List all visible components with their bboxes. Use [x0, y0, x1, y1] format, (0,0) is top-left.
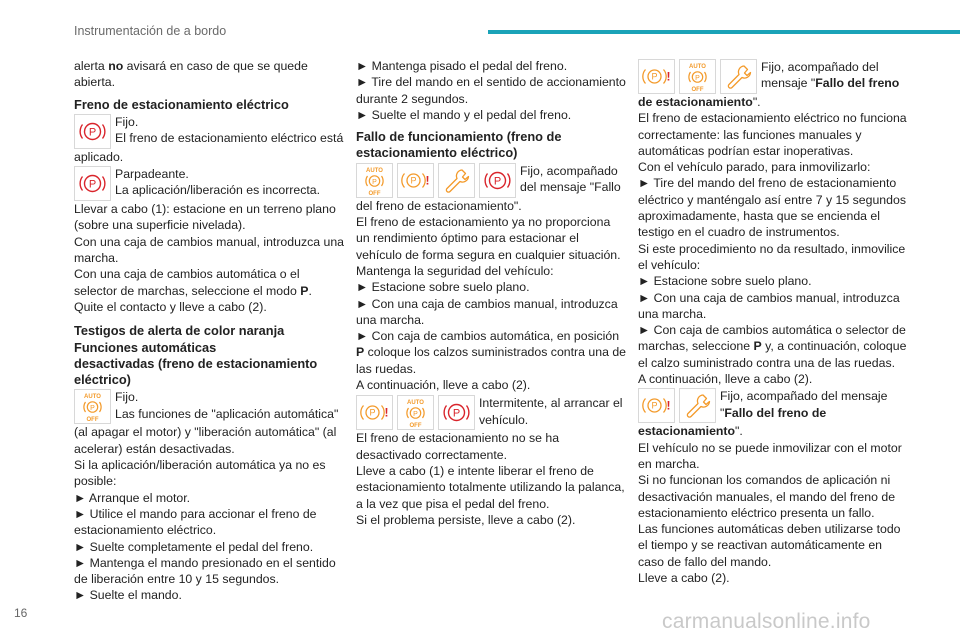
step-item: ► Suelte el mando. — [74, 588, 182, 603]
parking-brake-red-icon — [74, 166, 111, 201]
warning-item-fixed: Fijo. El freno de estacionamiento eléctrico está — [74, 114, 344, 149]
text-paragraph: Mantenga la seguridad del vehículo: — [356, 263, 554, 278]
step-item: ► Suelte completamente el pedal del freno. — [74, 539, 314, 554]
step-item: ► Mantenga pisado el pedal del freno. — [356, 59, 568, 73]
warning-item-fault-1: Fijo, acompañado del mensaje "Fallo del freno — [638, 59, 908, 94]
text-paragraph: El freno de estacionamiento eléctrico no funciona correctamente: las funciones manuales y automáticas podrían estar inoperativas. — [638, 111, 907, 158]
text-paragraph: El vehículo no se puede inmovilizar con el motor en marcha. — [638, 440, 902, 471]
text-paragraph: Si no funcionan los comandos de aplicación ni desactivación manuales, el mando del freno de estacionamiento eléctrico presenta un fallo. — [638, 473, 896, 520]
section-heading-electric-brake: Freno de estacionamiento eléctrico — [74, 96, 289, 112]
column-3 — [638, 58, 908, 586]
auto-off-icon — [679, 59, 716, 94]
watermark: carmanualsonline.info — [662, 610, 871, 633]
step-item: ► Tire del mando del freno de estacionamiento eléctrico y manténgalo así entre 7 y 15 segundos aproximadamente, hasta que se encienda el testigo en el cuadro de instrumentos. — [638, 176, 906, 240]
intro-paragraph: alerta no avisará en caso de que se quede abierta. — [74, 59, 308, 90]
parking-brake-red-icon — [438, 395, 475, 430]
warning-item-malfunction: Fijo, acompañado del mensaje "Fallo — [356, 163, 626, 198]
brake-warning-icon — [397, 163, 434, 198]
text-paragraph: Con el vehículo parado, para inmovilizarlo: — [638, 160, 871, 175]
warning-item-blinking: Parpadeante. La aplicación/liberación es incorrecta. — [74, 166, 344, 201]
step-item: ► Mantenga el mando presionado en el sentido de liberación entre 10 y 15 segundos. — [74, 555, 336, 587]
text-paragraph: A continuación, lleve a cabo (2). — [638, 372, 813, 387]
brake-warning-icon — [356, 395, 393, 430]
section-heading-orange-warnings: Testigos de alerta de color naranja — [74, 323, 285, 339]
step-item: ► Con una caja de cambios manual, introduzca una marcha. — [638, 290, 900, 321]
warning-item-intermittent: Intermitente, al arrancar el vehículo. — [356, 395, 626, 430]
column-2 — [356, 58, 626, 528]
warning-item-fault-2: Fijo, acompañado del mensaje "Fallo del freno de — [638, 388, 908, 423]
step-item: ► Suelte el mando y el pedal del freno. — [356, 107, 572, 122]
text-paragraph: Lleve a cabo (2). — [638, 571, 730, 586]
text-paragraph: Lleve a cabo (1) e intente liberar el freno de estacionamiento totalmente utilizando la palanca, a la vez que pisa el pedal del freno. — [356, 463, 625, 511]
text-line: estacionamiento". — [638, 424, 743, 439]
text-paragraph: Quite el contacto y lleve a cabo (2). — [74, 299, 267, 314]
text-line: de estacionamiento". — [638, 95, 761, 109]
step-item: ► Con una caja de cambios manual, introduzca una marcha. — [356, 296, 618, 327]
warning-item-auto-off: Fijo. Las funciones de "aplicación automática" — [74, 389, 344, 424]
text-paragraph: El freno de estacionamiento ya no proporciona un rendimiento óptimo para estacionar el vehículo de forma segura en cualquier situación. — [356, 215, 621, 262]
text-paragraph: El freno de estacionamiento no se ha desactivado correctamente. — [356, 431, 560, 462]
step-item: ► Estacione sobre suelo plano. — [356, 280, 530, 295]
step-item: ► Utilice el mando para accionar el freno de estacionamiento eléctrico. — [74, 506, 317, 538]
auto-off-icon — [74, 389, 111, 424]
step-item: ► Con caja de cambios automática, en posición P coloque los calzos suministrados contra una de las ruedas. — [356, 329, 626, 376]
brake-warning-icon — [638, 59, 675, 94]
wrench-icon — [438, 163, 475, 198]
parking-brake-red-icon — [479, 163, 516, 198]
page-number: 16 — [14, 606, 28, 620]
text-paragraph: Si este procedimiento no da resultado, inmovilice el vehículo: — [638, 241, 906, 272]
column-1 — [74, 58, 344, 604]
section-heading-malfunction: Fallo de funcionamiento (freno de estacionamiento eléctrico) — [356, 129, 562, 161]
running-header: Instrumentación de a bordo — [74, 24, 227, 38]
text-paragraph: A continuación, lleve a cabo (2). — [356, 378, 531, 393]
wrench-icon — [720, 59, 757, 94]
text-paragraph: Con una caja de cambios manual, introduzca una marcha. — [74, 234, 345, 266]
text-paragraph: Las funciones automáticas deben utilizarse todo el tiempo y se reactivan automáticamente en caso de fallo del mando. — [638, 522, 901, 569]
auto-off-icon — [356, 163, 393, 198]
step-item: ► Estacione sobre suelo plano. — [638, 274, 812, 289]
subsection-heading-auto-off: Funciones automáticas desactivadas (freno de estacionamiento eléctrico) — [74, 339, 318, 388]
text-paragraph: (al apagar el motor) y "liberación automática" (al acelerar) están desactivadas. — [74, 425, 337, 456]
wrench-icon — [679, 388, 716, 423]
text-paragraph: Si el problema persiste, lleve a cabo (2). — [356, 512, 576, 527]
step-item: ► Con caja de cambios automática o selector de marchas, seleccione P y, a continuación, coloque el calzo suministrado contra una de las ruedas. — [638, 323, 907, 370]
parking-brake-red-icon — [74, 114, 111, 149]
text-line: del freno de estacionamiento". — [356, 198, 522, 213]
step-item: ► Arranque el motor. — [74, 490, 191, 505]
step-item: ► Tire del mando en el sentido de accionamiento durante 2 segundos. — [356, 75, 626, 106]
text-paragraph: Llevar a cabo (1): estacione en un terreno plano (sobre una superficie nivelada). — [74, 202, 336, 233]
auto-off-icon — [397, 395, 434, 430]
header-accent-bar — [488, 30, 960, 34]
text-line: aplicado. — [74, 149, 124, 164]
text-paragraph: Con una caja de cambios automática o el selector de marchas, seleccione el modo P. — [74, 267, 312, 298]
brake-warning-icon — [638, 388, 675, 423]
text-paragraph: Si la aplicación/liberación automática ya no es posible: — [74, 458, 326, 489]
